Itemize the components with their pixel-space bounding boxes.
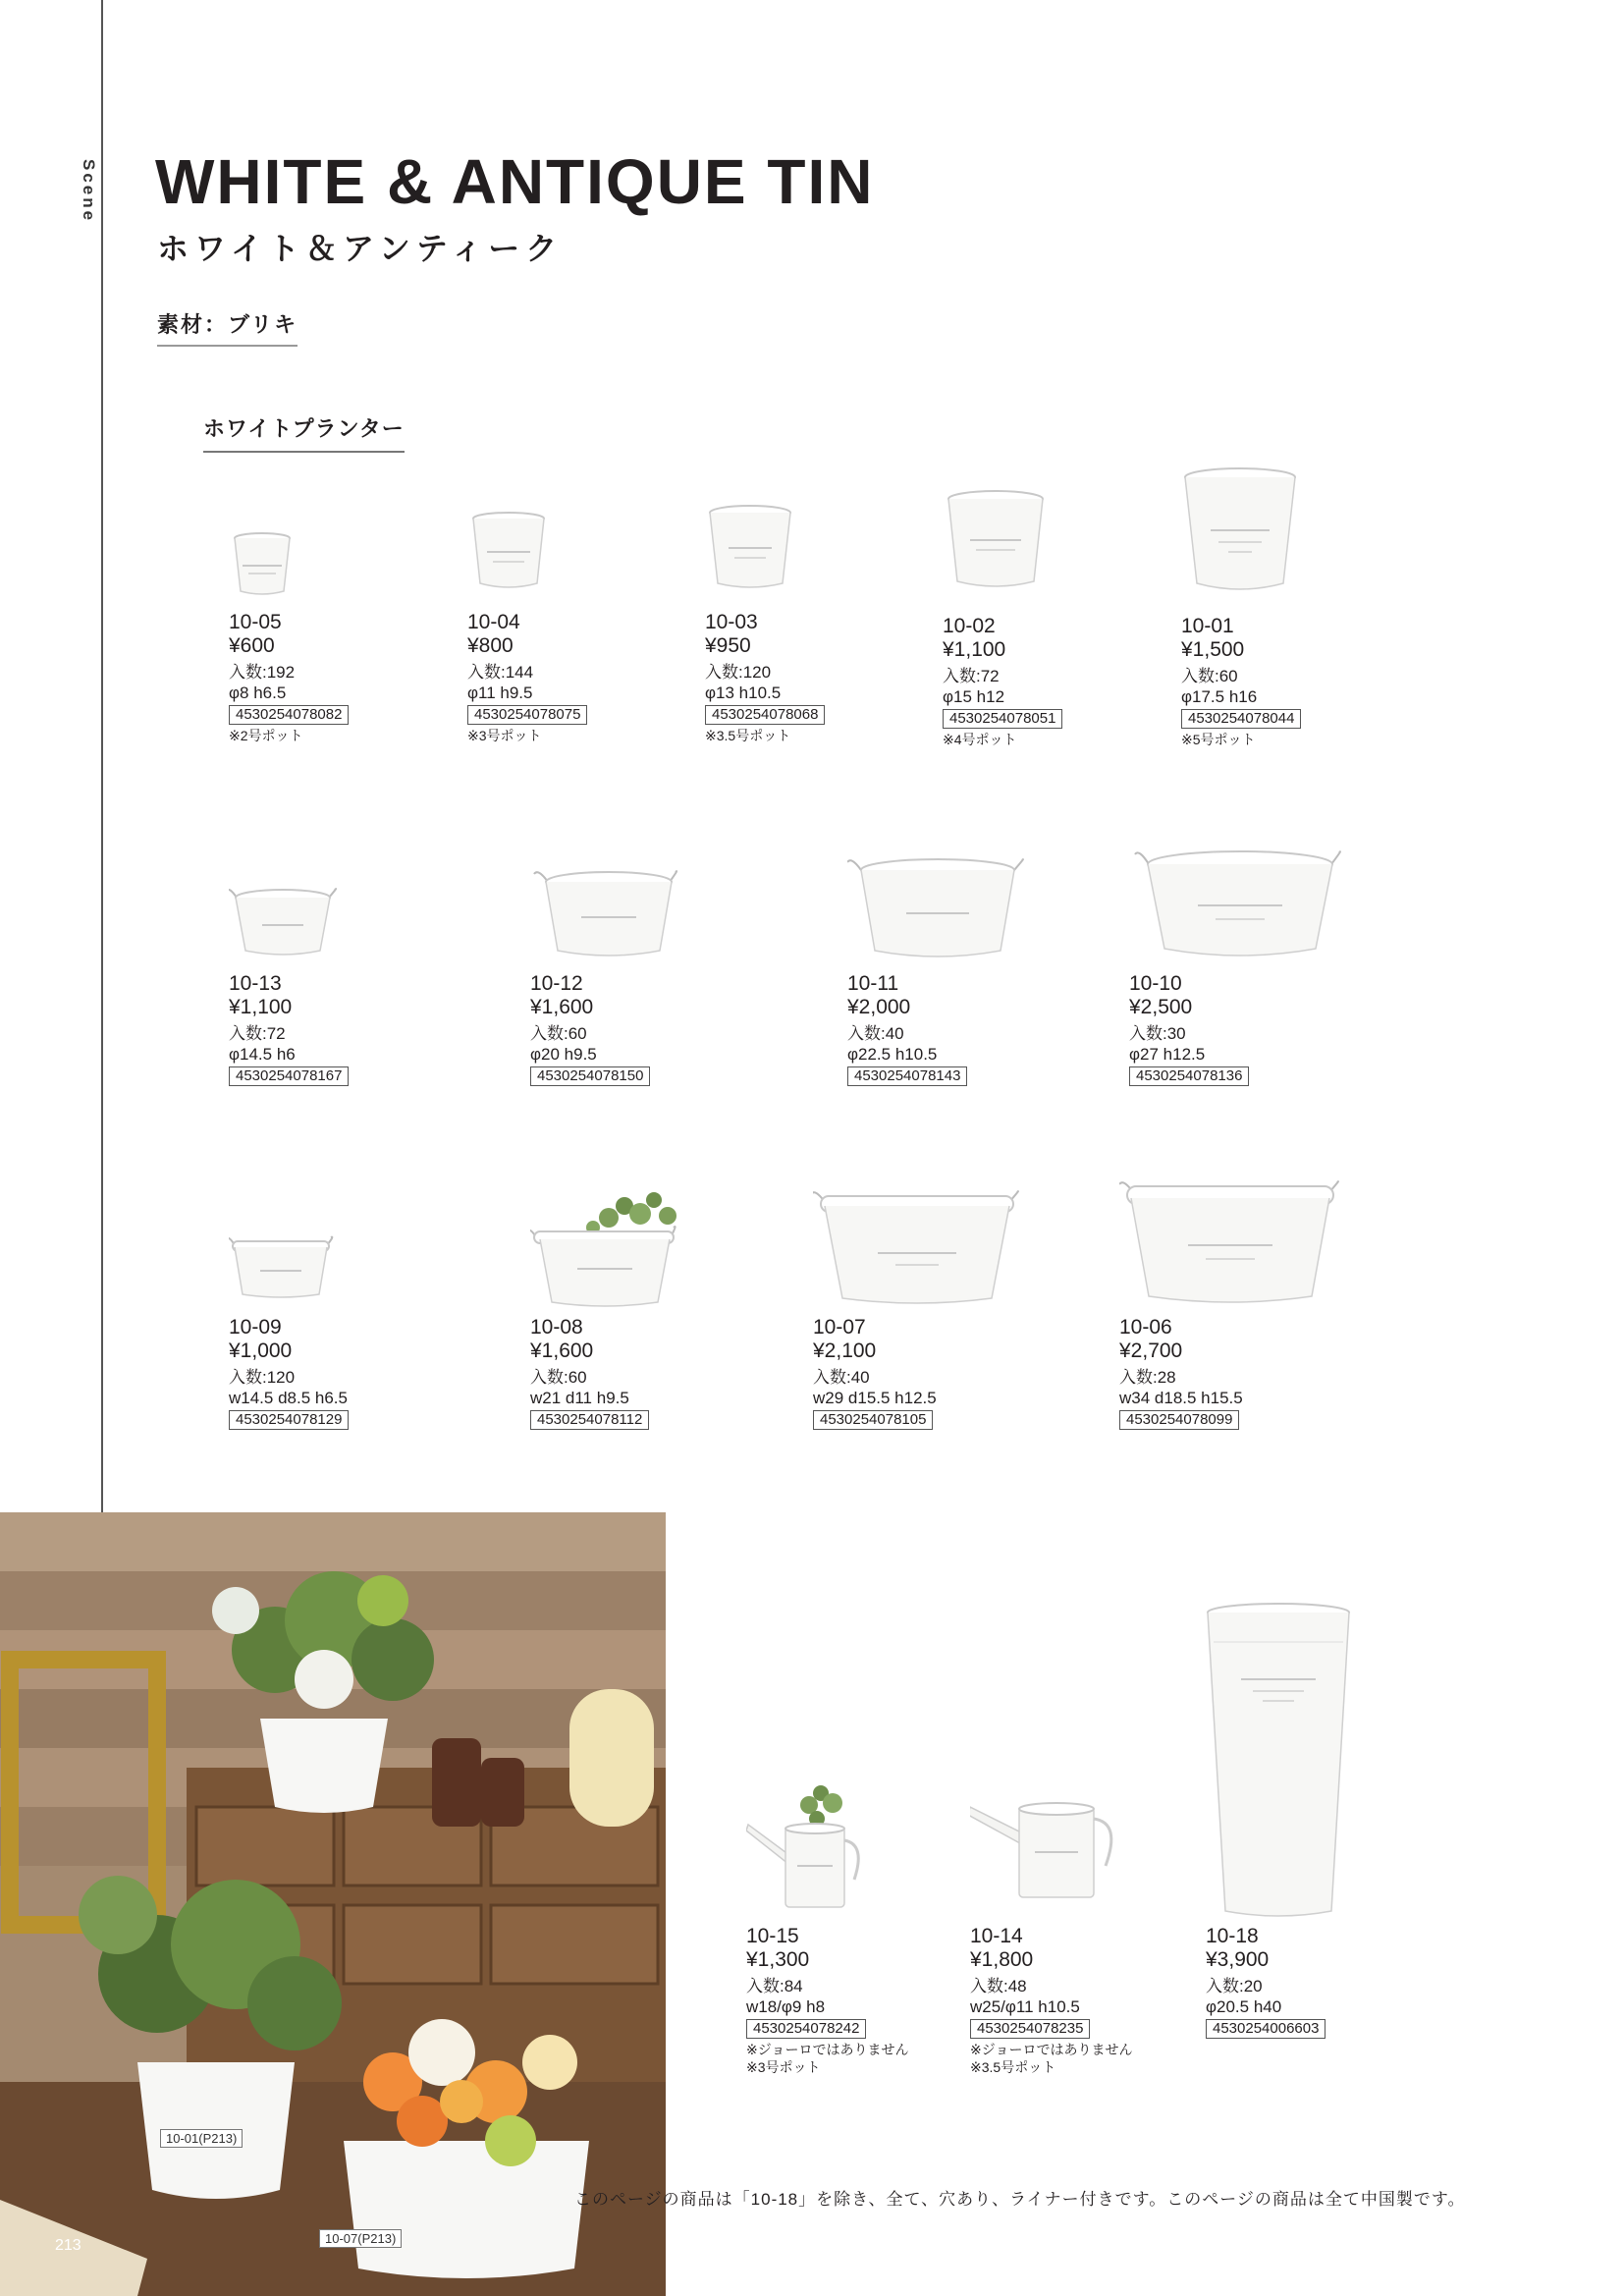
product-note: ※3号ポット bbox=[746, 2059, 821, 2075]
product-size: φ14.5 h6 bbox=[229, 1045, 296, 1064]
product-card[interactable] bbox=[813, 1184, 1029, 1430]
product-size: w29 d15.5 h12.5 bbox=[813, 1389, 937, 1407]
product-quantity: 入数:60 bbox=[530, 1024, 587, 1043]
product-image-round-pot bbox=[705, 499, 921, 611]
product-size: w34 d18.5 h15.5 bbox=[1119, 1389, 1243, 1407]
product-size: φ13 h10.5 bbox=[705, 683, 782, 702]
product-size: φ20 h9.5 bbox=[530, 1045, 597, 1064]
product-quantity: 入数:40 bbox=[813, 1368, 870, 1387]
product-price: ¥1,600 bbox=[530, 1339, 594, 1362]
product-size: φ17.5 h16 bbox=[1181, 687, 1258, 706]
product-size: w25/φ11 h10.5 bbox=[970, 1997, 1080, 2016]
product-code: 10-02 bbox=[943, 615, 996, 637]
product-jan-code: 4530254078143 bbox=[847, 1066, 967, 1086]
product-code: 10-18 bbox=[1206, 1925, 1259, 1947]
product-note: ※3.5号ポット bbox=[970, 2059, 1056, 2075]
page-number: 213 bbox=[55, 2237, 81, 2254]
photo-label-10-01: 10-01(P213) bbox=[160, 2129, 243, 2148]
product-card[interactable] bbox=[1119, 1175, 1335, 1430]
product-image-round-tub bbox=[847, 850, 1063, 972]
product-quantity: 入数:192 bbox=[229, 663, 296, 682]
product-code: 10-14 bbox=[970, 1925, 1023, 1947]
product-image-round-tub bbox=[229, 882, 445, 972]
product-jan-code: 4530254078068 bbox=[705, 705, 825, 725]
product-code: 10-11 bbox=[847, 972, 899, 995]
product-quantity: 入数:72 bbox=[943, 667, 1000, 685]
product-quantity: 入数:120 bbox=[705, 663, 772, 682]
product-card[interactable] bbox=[467, 503, 683, 744]
product-size: φ27 h12.5 bbox=[1129, 1045, 1206, 1064]
product-card[interactable] bbox=[1206, 1601, 1422, 2039]
product-quantity: 入数:60 bbox=[1181, 667, 1238, 685]
product-note: ※5号ポット bbox=[1181, 732, 1256, 747]
product-image-round-tub bbox=[530, 862, 746, 972]
product-quantity: 入数:60 bbox=[530, 1368, 587, 1387]
product-size: φ20.5 h40 bbox=[1206, 1997, 1282, 2016]
product-price: ¥2,000 bbox=[847, 996, 911, 1018]
product-card[interactable] bbox=[970, 1797, 1186, 2076]
product-quantity: 入数:84 bbox=[746, 1977, 803, 1995]
product-quantity: 入数:20 bbox=[1206, 1977, 1263, 1995]
product-code: 10-08 bbox=[530, 1316, 583, 1339]
product-size: w18/φ9 h8 bbox=[746, 1997, 826, 2016]
product-code: 10-12 bbox=[530, 972, 583, 995]
product-quantity: 入数:120 bbox=[229, 1368, 296, 1387]
product-price: ¥1,600 bbox=[530, 996, 594, 1018]
product-size: w21 d11 h9.5 bbox=[530, 1389, 629, 1407]
product-price: ¥1,100 bbox=[229, 996, 293, 1018]
product-jan-code: 4530254078242 bbox=[746, 2019, 866, 2039]
product-jan-code: 4530254078136 bbox=[1129, 1066, 1249, 1086]
photo-label-10-07: 10-07(P213) bbox=[319, 2229, 402, 2248]
product-price: ¥2,100 bbox=[813, 1339, 877, 1362]
product-jan-code: 4530254078129 bbox=[229, 1410, 349, 1430]
product-note: ※ジョーロではありません bbox=[746, 2042, 909, 2057]
product-price: ¥1,800 bbox=[970, 1948, 1034, 1971]
product-jan-code: 4530254078075 bbox=[467, 705, 587, 725]
product-note: ※3.5号ポット bbox=[705, 728, 791, 743]
product-price: ¥2,700 bbox=[1119, 1339, 1183, 1362]
product-note: ※4号ポット bbox=[943, 732, 1017, 747]
product-image-watering-can-planter bbox=[746, 1776, 962, 1925]
product-price: ¥800 bbox=[467, 634, 514, 657]
product-size: φ8 h6.5 bbox=[229, 683, 287, 702]
product-image-oval-tub-with-plant bbox=[530, 1178, 746, 1316]
product-price: ¥950 bbox=[705, 634, 751, 657]
product-note: ※ジョーロではありません bbox=[970, 2042, 1133, 2057]
product-code: 10-10 bbox=[1129, 972, 1182, 995]
page-subtitle: ホワイト＆アンティーク bbox=[157, 231, 564, 266]
product-price: ¥1,500 bbox=[1181, 638, 1245, 661]
product-card[interactable] bbox=[705, 499, 921, 744]
product-image-watering-can-planter bbox=[970, 1797, 1186, 1925]
product-code: 10-15 bbox=[746, 1925, 799, 1947]
product-card[interactable] bbox=[229, 1228, 445, 1430]
product-price: ¥1,000 bbox=[229, 1339, 293, 1362]
product-quantity: 入数:48 bbox=[970, 1977, 1027, 1995]
product-image-oval-tub bbox=[813, 1184, 1029, 1316]
product-card[interactable] bbox=[1129, 841, 1345, 1086]
product-image-oval-tub bbox=[229, 1228, 445, 1316]
product-code: 10-09 bbox=[229, 1316, 282, 1339]
product-jan-code: 4530254078105 bbox=[813, 1410, 933, 1430]
product-quantity: 入数:40 bbox=[847, 1024, 904, 1043]
product-image-round-pot bbox=[229, 520, 445, 611]
product-price: ¥1,300 bbox=[746, 1948, 810, 1971]
product-jan-code: 4530254078082 bbox=[229, 705, 349, 725]
product-jan-code: 4530254078051 bbox=[943, 709, 1062, 729]
product-size: w14.5 d8.5 h6.5 bbox=[229, 1389, 348, 1407]
product-size: φ22.5 h10.5 bbox=[847, 1045, 938, 1064]
product-image-oval-tub bbox=[1119, 1175, 1335, 1316]
product-quantity: 入数:72 bbox=[229, 1024, 286, 1043]
product-card[interactable] bbox=[1181, 465, 1397, 748]
product-jan-code: 4530254078044 bbox=[1181, 709, 1301, 729]
product-price: ¥600 bbox=[229, 634, 275, 657]
product-card[interactable] bbox=[229, 520, 445, 744]
product-jan-code: 4530254078235 bbox=[970, 2019, 1090, 2039]
section-title-white-planter: ホワイトプランター bbox=[203, 412, 405, 453]
product-price: ¥2,500 bbox=[1129, 996, 1193, 1018]
product-card[interactable] bbox=[229, 882, 445, 1086]
product-image-round-pot bbox=[467, 503, 683, 611]
material-label: 素材：ブリキ bbox=[157, 308, 298, 347]
product-price: ¥1,100 bbox=[943, 638, 1006, 661]
product-quantity: 入数:30 bbox=[1129, 1024, 1186, 1043]
product-card[interactable] bbox=[746, 1776, 962, 2076]
scene-side-label: Scene bbox=[80, 159, 98, 224]
product-code: 10-06 bbox=[1119, 1316, 1172, 1339]
product-code: 10-13 bbox=[229, 972, 282, 995]
product-image-round-pot bbox=[943, 487, 1159, 615]
product-code: 10-03 bbox=[705, 611, 758, 633]
product-price: ¥3,900 bbox=[1206, 1948, 1270, 1971]
product-code: 10-05 bbox=[229, 611, 282, 633]
product-jan-code: 4530254078112 bbox=[530, 1410, 649, 1430]
product-note: ※2号ポット bbox=[229, 728, 303, 743]
product-image-round-tub bbox=[1129, 841, 1345, 972]
product-quantity: 入数:144 bbox=[467, 663, 534, 682]
product-image-round-pot bbox=[1181, 465, 1397, 615]
product-size: φ11 h9.5 bbox=[467, 683, 533, 702]
product-image-tall-vase bbox=[1206, 1601, 1422, 1925]
product-card[interactable] bbox=[847, 850, 1063, 1086]
product-note: ※3号ポット bbox=[467, 728, 542, 743]
product-jan-code: 4530254078150 bbox=[530, 1066, 650, 1086]
product-size: φ15 h12 bbox=[943, 687, 1005, 706]
scene-photo bbox=[0, 1512, 666, 2296]
product-code: 10-07 bbox=[813, 1316, 866, 1339]
product-jan-code: 4530254006603 bbox=[1206, 2019, 1325, 2039]
product-card[interactable] bbox=[530, 1178, 746, 1430]
product-jan-code: 4530254078099 bbox=[1119, 1410, 1239, 1430]
page-title: WHITE & ANTIQUE TIN bbox=[155, 146, 875, 217]
product-card[interactable] bbox=[530, 862, 746, 1086]
product-quantity: 入数:28 bbox=[1119, 1368, 1176, 1387]
product-jan-code: 4530254078167 bbox=[229, 1066, 349, 1086]
product-code: 10-01 bbox=[1181, 615, 1234, 637]
page-footnote: このページの商品は「10-18」を除き、全て、穴あり、ライナー付きです。このページの商品は全て中国製です。 bbox=[574, 2190, 1466, 2209]
product-card[interactable] bbox=[943, 487, 1159, 748]
product-code: 10-04 bbox=[467, 611, 520, 633]
